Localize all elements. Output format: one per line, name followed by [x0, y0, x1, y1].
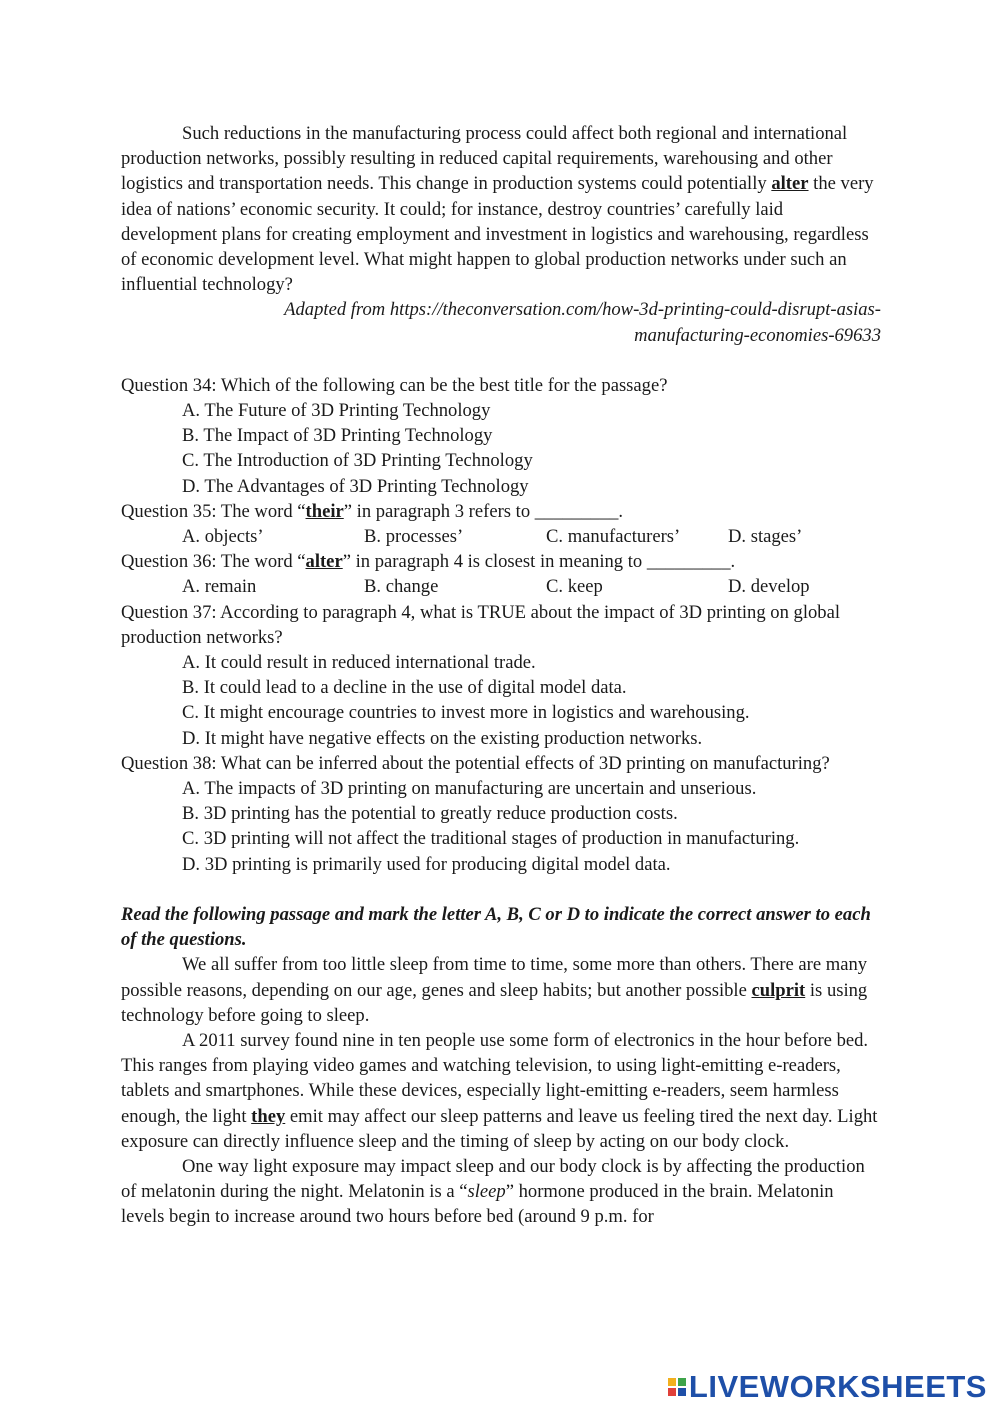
- keyword-alter: alter: [305, 551, 343, 573]
- logo-text: LIVEWORKSHEETS: [688, 1369, 987, 1404]
- question-37: [121, 600, 881, 751]
- option-a[interactable]: A. objects’: [182, 526, 264, 548]
- option-b[interactable]: B. change: [364, 576, 439, 598]
- option-b[interactable]: B. 3D printing has the potential to greatly reduce production costs.: [182, 803, 678, 825]
- option-b[interactable]: B. processes’: [364, 526, 464, 548]
- option-c[interactable]: C. manufacturers’: [546, 526, 681, 548]
- option-a[interactable]: A. The Future of 3D Printing Technology: [182, 400, 491, 422]
- question-stem: Question 36: The word “alter” in paragraph 4 is closest in meaning to _________.: [121, 551, 736, 573]
- question-34: [121, 373, 881, 499]
- options-row: [121, 574, 881, 599]
- option-a[interactable]: A. The impacts of 3D printing on manufacturing are uncertain and unserious.: [182, 778, 757, 800]
- passage-paragraph-3: One way light exposure may impact sleep and our body clock is by affecting the production of melatonin during the night. Melatonin is a “sleep” hormone produced in the brain. Melatonin levels begin to increase around two hours before bed (around 9 p.m. for: [121, 1155, 865, 1228]
- logo-square-4: [678, 1388, 686, 1396]
- keyword-their: their: [305, 500, 344, 522]
- option-c[interactable]: C. 3D printing will not affect the traditional stages of production in manufacturing.: [182, 828, 800, 850]
- option-a[interactable]: A. remain: [182, 576, 257, 598]
- source-line-2: manufacturing-economies-69633: [634, 324, 881, 346]
- logo-square-3: [668, 1388, 676, 1396]
- question-stem: Question 34: Which of the following can be the best title for the passage?: [121, 374, 668, 396]
- option-d[interactable]: D. develop: [728, 576, 810, 598]
- option-b[interactable]: B. It could lead to a decline in the use of digital model data.: [182, 677, 627, 699]
- keyword-they: they: [251, 1105, 286, 1127]
- question-stem: Question 38: What can be inferred about the potential effects of 3D printing on manufacturing?: [121, 752, 830, 774]
- option-d[interactable]: D. 3D printing is primarily used for producing digital model data.: [182, 853, 671, 875]
- question-stem: Question 37: According to paragraph 4, what is TRUE about the impact of 3D printing on global production networks?: [121, 601, 841, 648]
- option-c[interactable]: C. The Introduction of 3D Printing Technology: [182, 450, 533, 472]
- liveworksheets-logo: [668, 1369, 987, 1404]
- question-36: [121, 549, 881, 599]
- options-row: [121, 524, 881, 549]
- option-a[interactable]: A. It could result in reduced international trade.: [182, 652, 536, 674]
- option-b[interactable]: B. The Impact of 3D Printing Technology: [182, 425, 493, 447]
- logo-square-2: [678, 1378, 686, 1386]
- option-d[interactable]: D. It might have negative effects on the existing production networks.: [182, 727, 703, 749]
- option-c[interactable]: C. keep: [546, 576, 603, 598]
- source-line-1: Adapted from https://theconversation.com/how-3d-printing-could-disrupt-asias-: [284, 299, 881, 321]
- section-instruction: Read the following passage and mark the letter A, B, C or D to indicate the correct answer to each of the questions.: [121, 903, 871, 951]
- question-stem: Question 35: The word “their” in paragraph 3 refers to _________.: [121, 500, 624, 522]
- question-38: [121, 751, 881, 877]
- option-c[interactable]: C. It might encourage countries to invest more in logistics and warehousing.: [182, 702, 750, 724]
- worksheet-page: [121, 121, 881, 1230]
- keyword-alter: alter: [771, 173, 809, 195]
- option-d[interactable]: D. stages’: [728, 526, 803, 548]
- logo-square-1: [668, 1378, 676, 1386]
- keyword-culprit: culprit: [751, 979, 806, 1001]
- question-35: [121, 499, 881, 549]
- passage-paragraph-4: Such reductions in the manufacturing process could affect both regional and international production networks, possibly resulting in reduced capital requirements, warehousing and other logistics and transportation needs. This change in production systems could potentially alter the very idea of nations’ economic security. It could; for instance, destroy countries’ carefully laid development plans for creating employment and investment in logistics and warehousing, regardless of economic development level. What might happen to global production networks under such an influential technology?: [121, 123, 874, 296]
- logo-icon: [668, 1378, 686, 1396]
- italic-word: sleep: [467, 1181, 506, 1203]
- option-d[interactable]: D. The Advantages of 3D Printing Technology: [182, 475, 529, 497]
- passage-paragraph-1: We all suffer from too little sleep from time to time, some more than others. There are many possible reasons, depending on our age, genes and sleep habits; but another possible culprit is using technology before going to sleep.: [121, 954, 868, 1026]
- passage-paragraph-2: A 2011 survey found nine in ten people use some form of electronics in the hour before bed. This ranges from playing video games and watching television, to using light-emitting e-readers, tablets and smartphones. While these devices, especially light-emitting e-readers, seem harmless enough, the light they emit may affect our sleep patterns and leave us feeling tired the next day. Light exposure can directly influence sleep and the timing of sleep by acting on our body clock.: [121, 1029, 878, 1152]
